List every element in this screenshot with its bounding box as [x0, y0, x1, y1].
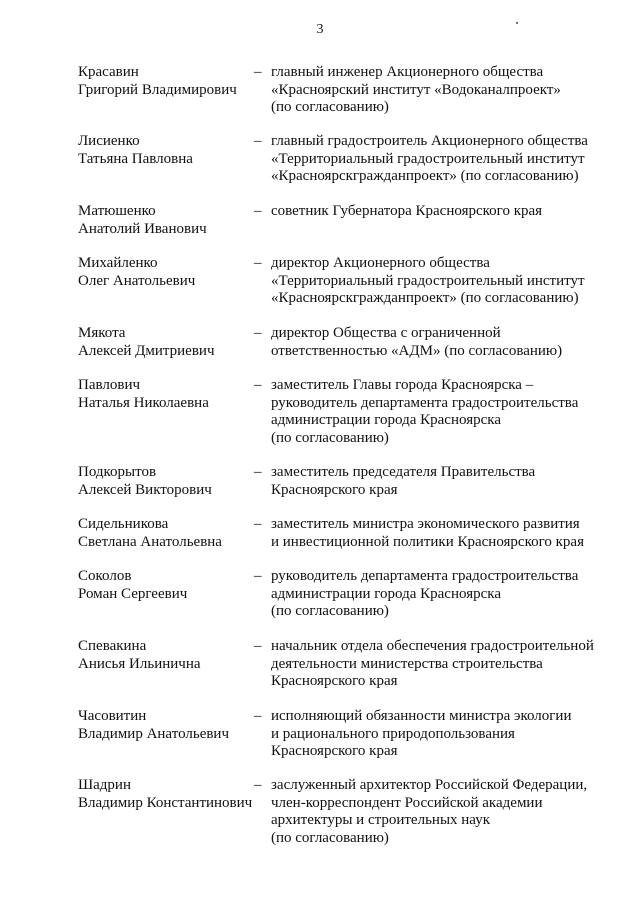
member-given-names: Владимир Константинович [78, 794, 253, 811]
position-line: руководитель департамента градостроительства [271, 568, 579, 584]
position-line: Красноярского края [271, 673, 398, 690]
member-surname: Подкорытов [78, 464, 157, 480]
position-line: заместитель министра экономического развития [271, 516, 580, 532]
member-surname: Михайленко [78, 255, 158, 271]
dash-separator: – [254, 64, 262, 80]
position-line: «Красноярскгражданпроект» (по согласованию) [271, 290, 579, 307]
position-line: главный инженер Акционерного общества [271, 64, 544, 80]
member-given-names: Анисья Ильинична [78, 655, 201, 672]
position-line: «Красноярский институт «Водоканалпроект» [271, 81, 561, 98]
member-given-names: Светлана Анатольевна [78, 533, 222, 550]
position-line: (по согласованию) [271, 603, 389, 620]
scan-speck [516, 22, 518, 24]
member-position [271, 133, 621, 186]
member-name [78, 377, 258, 412]
member-given-names: Татьяна Павловна [78, 150, 193, 167]
dash-separator: – [254, 133, 262, 149]
position-line: администрации города Красноярска [271, 412, 501, 429]
member-surname: Соколов [78, 568, 132, 584]
position-line: директор Общества с ограниченной [271, 325, 501, 341]
position-line: член-корреспондент Российской академии [271, 794, 543, 811]
member-surname: Лисиенко [78, 133, 140, 149]
member-position [271, 708, 621, 761]
position-line: «Территориальный градостроительный институт [271, 272, 585, 289]
member-name [78, 516, 258, 551]
member-surname: Шадрин [78, 777, 131, 793]
position-line: и рационального природопользования [271, 725, 515, 742]
position-line: «Красноярскгражданпроект» (по согласованию) [271, 168, 579, 185]
dash-separator: – [254, 203, 262, 219]
dash-separator: – [254, 325, 262, 341]
position-line: директор Акционерного общества [271, 255, 490, 271]
member-position [271, 203, 621, 221]
position-line: (по согласованию) [271, 829, 389, 846]
position-line: администрации города Красноярска [271, 585, 501, 602]
member-surname: Спевакина [78, 638, 147, 654]
position-line: Красноярского края [271, 481, 398, 498]
position-line: исполняющий обязанности министра экологии [271, 708, 572, 724]
position-line: заместитель председателя Правительства [271, 464, 536, 480]
position-line: (по согласованию) [271, 99, 389, 116]
member-name [78, 255, 258, 290]
position-line: советник Губернатора Красноярского края [271, 203, 543, 219]
member-position [271, 255, 621, 308]
member-name [78, 568, 258, 603]
member-position [271, 325, 621, 360]
dash-separator: – [254, 516, 262, 532]
member-given-names: Алексей Викторович [78, 481, 212, 498]
member-name [78, 777, 258, 812]
member-surname: Часовитин [78, 708, 147, 724]
member-position [271, 568, 621, 621]
member-given-names: Алексей Дмитриевич [78, 342, 215, 359]
position-line: начальник отдела обеспечения градостроительной [271, 638, 594, 654]
member-given-names: Наталья Николаевна [78, 394, 209, 411]
dash-separator: – [254, 255, 262, 271]
member-surname: Мякота [78, 325, 126, 341]
dash-separator: – [254, 377, 262, 393]
position-line: и инвестиционной политики Красноярского края [271, 533, 584, 550]
dash-separator: – [254, 568, 262, 584]
member-given-names: Роман Сергеевич [78, 585, 188, 602]
dash-separator: – [254, 638, 262, 654]
member-name [78, 638, 258, 673]
member-given-names: Олег Анатольевич [78, 272, 196, 289]
member-surname: Павлович [78, 377, 141, 393]
position-line: заместитель Главы города Красноярска – [271, 377, 534, 393]
member-surname: Сидельникова [78, 516, 169, 532]
member-position [271, 64, 621, 117]
member-name [78, 464, 258, 499]
position-line: деятельности министерства строительства [271, 655, 543, 672]
member-position [271, 464, 621, 499]
position-line: (по согласованию) [271, 429, 389, 446]
position-line: руководитель департамента градостроительства [271, 394, 579, 411]
member-name [78, 203, 258, 238]
member-position [271, 377, 621, 447]
dash-separator: – [254, 708, 262, 724]
page-number: 3 [316, 22, 324, 37]
member-name [78, 64, 258, 99]
position-line: «Территориальный градостроительный институт [271, 150, 585, 167]
member-given-names: Владимир Анатольевич [78, 725, 230, 742]
position-line: архитектуры и строительных наук [271, 812, 490, 829]
member-position [271, 638, 621, 691]
member-position [271, 516, 621, 551]
member-surname: Красавин [78, 64, 139, 80]
member-position [271, 777, 621, 847]
dash-separator: – [254, 777, 262, 793]
member-name [78, 133, 258, 168]
dash-separator: – [254, 464, 262, 480]
member-name [78, 708, 258, 743]
member-given-names: Анатолий Иванович [78, 220, 207, 237]
member-surname: Матюшенко [78, 203, 156, 219]
position-line: Красноярского края [271, 743, 398, 760]
member-name [78, 325, 258, 360]
position-line: главный градостроитель Акционерного общества [271, 133, 588, 149]
position-line: заслуженный архитектор Российской Федерации, [271, 777, 588, 793]
position-line: ответственностью «АДМ» (по согласованию) [271, 342, 563, 359]
member-given-names: Григорий Владимирович [78, 81, 237, 98]
